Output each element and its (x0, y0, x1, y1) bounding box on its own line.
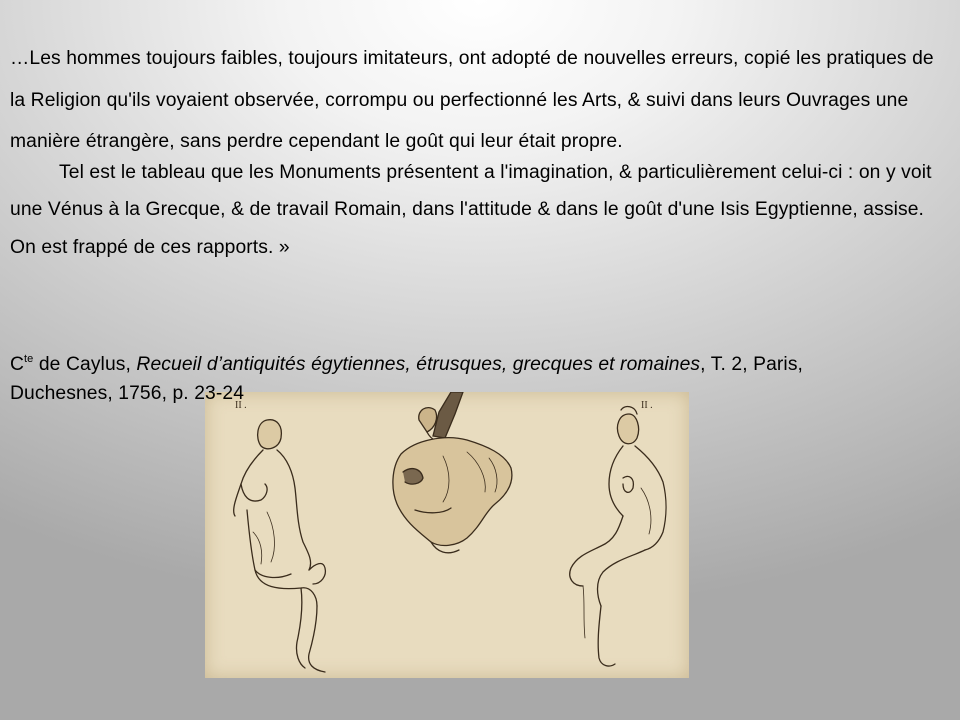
right-seated-figure (570, 407, 666, 666)
citation-volume: , T. 2, Paris, (700, 354, 804, 375)
citation-publisher: Duchesnes, 1756, p. 23-24 (10, 383, 245, 404)
citation-title: Recueil d’antiquités égytiennes, étrusques, grecques et romaines (136, 354, 701, 375)
quote-paragraph-2: Tel est le tableau que les Monuments présentent a l'imagination, & particulièrement celui-ci : on y voit une Vénus à la Grecque, & de travail Romain, dans l'attitude & dans le goût d'une Isis Egyptienne, assise. On est frappé de ces rapports. » (10, 161, 932, 258)
plate-label-right: II . (641, 400, 653, 411)
citation-line-1 (10, 350, 955, 379)
citation-author-superscript: te (24, 353, 34, 365)
citation-block (10, 350, 955, 408)
citation-author-prefix: C (10, 354, 25, 375)
quote-block (10, 38, 950, 266)
citation-author-name: de Caylus, (33, 354, 137, 375)
engraving-illustration (205, 392, 689, 678)
engraving-plate (205, 392, 689, 678)
quote-paragraph-1: …Les hommes toujours faibles, toujours imitateurs, ont adopté de nouvelles erreurs, copié les pratiques de la Religion qu'ils voyaient observée, corrompu ou perfectionné les Arts, & suivi dans leurs Ouvrages une manière étrangère, sans perdre cependant le goût qui leur était propre. (10, 48, 934, 152)
left-seated-figure (234, 420, 326, 672)
plate-label-left: II . (235, 400, 247, 411)
central-animal-head (393, 392, 512, 553)
